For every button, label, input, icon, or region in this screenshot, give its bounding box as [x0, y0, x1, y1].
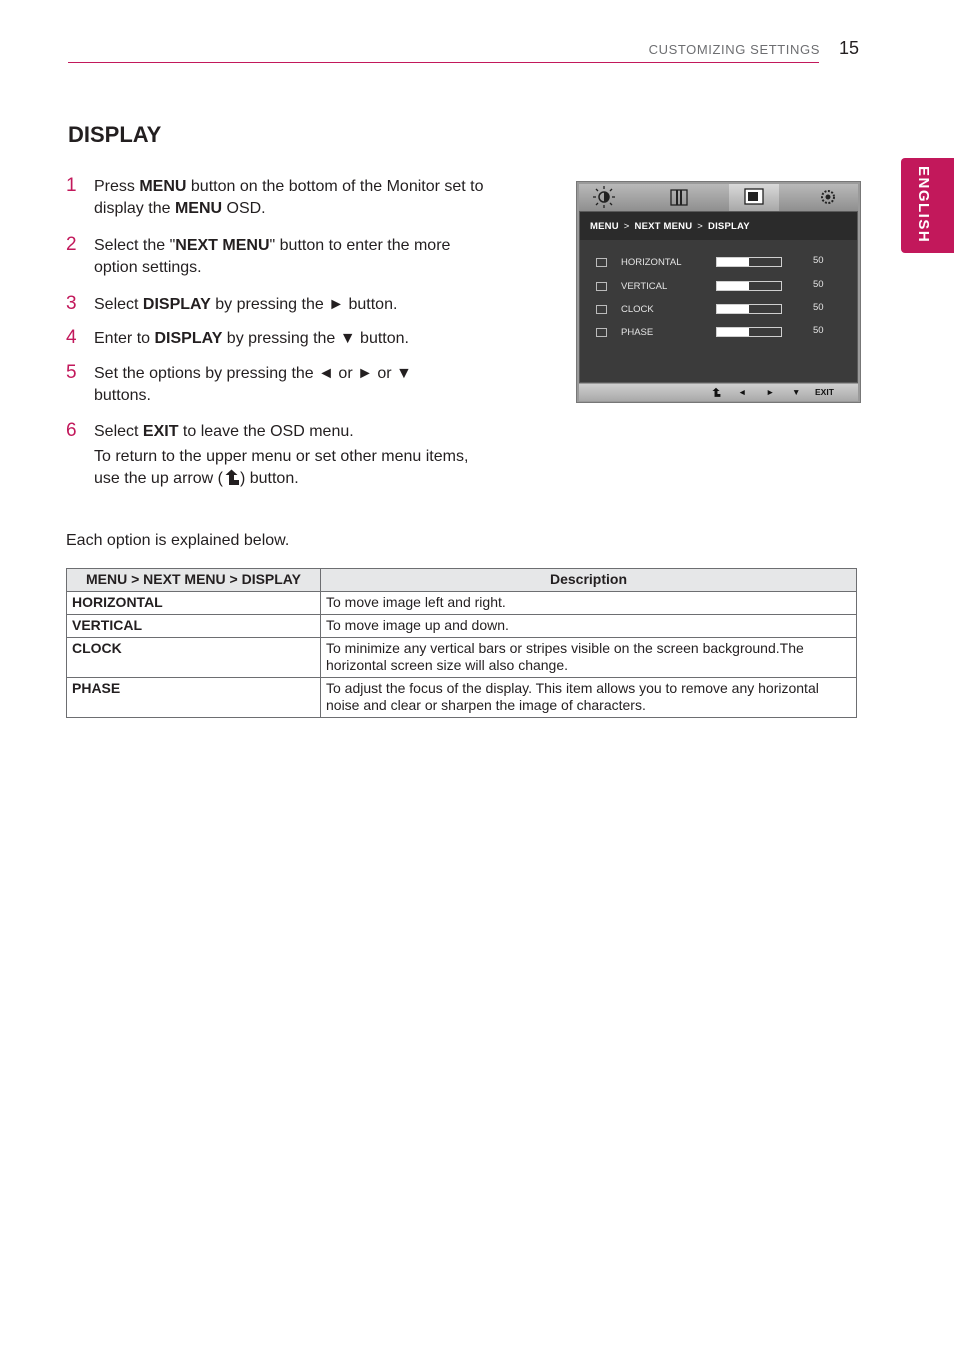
table-header: Description: [321, 569, 857, 592]
display-icon: [729, 184, 779, 211]
color-bars-icon: [654, 184, 704, 211]
osd-tab-bar: [579, 184, 858, 211]
osd-tab-display: [729, 184, 779, 211]
up-arrow-icon: [711, 387, 721, 398]
osd-slider: [716, 257, 782, 267]
osd-tab-color: [654, 184, 704, 211]
language-tab: [901, 158, 954, 253]
step-2: 2 Select the "NEXT MENU" button to enter the more option settings.: [66, 234, 451, 276]
step-number: 2: [66, 234, 77, 255]
osd-row-vertical: VERTICAL 50: [596, 280, 846, 296]
osd-down-key: ▼: [792, 387, 801, 397]
table-header-row: [67, 569, 857, 592]
page-number: 15: [839, 38, 860, 58]
up-arrow-icon: [223, 469, 240, 486]
osd-menu-image: [576, 181, 861, 403]
osd-slider: [716, 281, 782, 291]
table-row: HORIZONTAL To move image left and right.: [67, 592, 857, 615]
settings-gear-icon: [803, 184, 853, 211]
osd-right-key: ►: [766, 387, 775, 397]
step-number: 1: [66, 175, 77, 196]
step-number: 4: [66, 327, 77, 348]
osd-slider: [716, 327, 782, 337]
step-6-note: To return to the upper menu or set other menu items, use the up arrow ( ) button.: [94, 448, 469, 487]
osd-footer: [579, 384, 858, 401]
clock-icon: [596, 305, 607, 314]
osd-body: [579, 211, 858, 383]
running-header-section: CUSTOMIZING SETTINGS: [648, 42, 820, 57]
step-number: 3: [66, 293, 77, 314]
osd-row-clock: CLOCK 50: [596, 303, 846, 319]
explain-text: Each option is explained below.: [66, 532, 290, 549]
step-4: 4 Enter to DISPLAY by pressing the ▼ button.: [66, 327, 409, 348]
page-title: DISPLAY: [68, 122, 162, 147]
table-header: MENU > NEXT MENU > DISPLAY: [67, 569, 321, 592]
osd-tab-brightness: [579, 184, 629, 211]
osd-slider: [716, 304, 782, 314]
phase-icon: [596, 328, 607, 337]
step-5: 5 Set the options by pressing the ◄ or ► or ▼ buttons.: [66, 362, 412, 404]
step-number: 6: [66, 420, 77, 441]
step-6: 6 Select EXIT to leave the OSD menu. To return to the upper menu or set other menu items, use the up arrow ( ) button.: [66, 421, 496, 490]
table-row: PHASE To adjust the focus of the display. This item allows you to remove any horizontal noise and clear or sharpen the image of characters.: [67, 678, 857, 718]
vertical-icon: [596, 282, 607, 291]
step-number: 5: [66, 362, 77, 383]
horizontal-icon: [596, 258, 607, 267]
osd-row-phase: PHASE 50: [596, 326, 846, 342]
language-tab-label: ENGLISH: [915, 166, 932, 244]
header-rule: [68, 62, 819, 63]
table-row: VERTICAL To move image up and down.: [67, 615, 857, 638]
osd-exit-key: EXIT: [815, 387, 834, 397]
osd-breadcrumb: MENU > NEXT MENU > DISPLAY: [590, 221, 750, 232]
brightness-icon: [579, 184, 629, 211]
osd-tab-other: [803, 184, 853, 211]
step-1: 1 Press MENU button on the bottom of the Monitor set to display the MENU OSD.: [66, 175, 484, 217]
options-table: [66, 568, 857, 718]
osd-row-horizontal: HORIZONTAL 50: [596, 256, 846, 272]
step-3: 3 Select DISPLAY by pressing the ► button.: [66, 293, 398, 314]
table-row: CLOCK To minimize any vertical bars or stripes visible on the screen background.The horizontal screen size will also change.: [67, 638, 857, 678]
osd-left-key: ◄: [738, 387, 747, 397]
